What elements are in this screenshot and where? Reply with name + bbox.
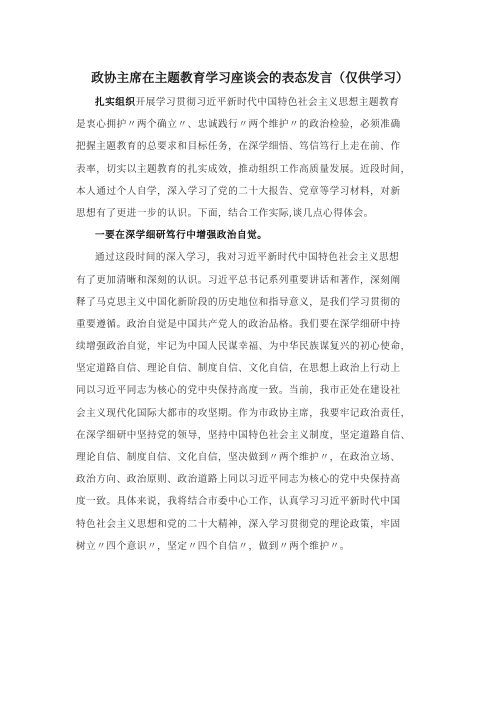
section1-line-5: 续增强政治自觉，牢记为中国人民谋幸福、为中华民族谋复兴的初心使命， bbox=[76, 341, 411, 353]
intro-line-1 bbox=[76, 92, 438, 114]
section1-line-12: 度一致。具体来说，我将结合市委中心工作，认真学习习近平新时代中国 bbox=[76, 496, 401, 508]
section1-line-11: 政治方向、政治原则、政治道路上同以习近平同志为核心的党中央保持高 bbox=[76, 474, 401, 486]
section1-line-2: 有了更加清晰和深刻的认识。习近平总书记系列重要讲话和著作，深刻阐 bbox=[76, 274, 401, 286]
document-title: 政协主席在主题教育学习座谈会的表态发言（仅供学习） bbox=[91, 70, 409, 85]
section1-line-1: 通过这段时间的深入学习，我对习近平新时代中国特色社会主义思想 bbox=[95, 252, 400, 264]
section1-line-6: 坚定道路自信、理论自信、制度自信、文化自信，在思想上政治上行动上 bbox=[76, 363, 401, 375]
intro-line-3: 把握主题教育的总要求和目标任务，在深学细悟、笃信笃行上走在前、作 bbox=[76, 141, 401, 153]
intro-line-1-text: 开展学习贯彻习近平新时代中国特色社会主义思想主题教育 bbox=[135, 97, 400, 108]
intro-line-4: 表率，切实以主题教育的扎实成效，推动组织工作高质量发展。近段时间， bbox=[76, 163, 411, 175]
section1-line-3: 释了马克思主义中国化新阶段的历史地位和指导意义，是我们学习贯彻的 bbox=[76, 296, 401, 308]
intro-lead-bold: 扎实组织 bbox=[95, 97, 136, 108]
section1-line-13: 特色社会主义思想和党的二十大精神，深入学习贯彻党的理论政策，牢固 bbox=[76, 518, 401, 530]
section1-line-9: 在深学细研中坚持党的领导，坚持中国特色社会主义制度，坚定道路自信、 bbox=[76, 429, 411, 441]
intro-line-2: 是衷心拥护〃两个确立〃、忠诚践行〃两个维护〃的政治检验，必须准确 bbox=[76, 119, 401, 131]
section1-line-14: 树立〃四个意识〃，坚定〃四个自信〃，做到〃两个维护〃。 bbox=[76, 540, 350, 552]
section1-line-4: 重要遵循。政治自觉是中国共产党人的政治品格。我们要在深学细研中持 bbox=[76, 318, 401, 330]
document-body bbox=[76, 92, 438, 558]
section1-heading: 一要在深学细研笃行中增强政治自觉。 bbox=[95, 230, 268, 242]
intro-line-5: 本人通过个人自学，深入学习了党的二十大报告、党章等学习材料，对新 bbox=[76, 185, 401, 197]
section1-line-10: 理论自信、制度自信、文化自信，坚决做到〃两个维护〃，在政治立场、 bbox=[76, 452, 401, 463]
section1-line-8: 会主义现代化国际大都市的攻坚期。作为市政协主席，我要牢记政治责任， bbox=[76, 407, 411, 419]
section1-line-7: 同以习近平同志为核心的党中央保持高度一致。当前，我市正处在建设社 bbox=[76, 385, 401, 397]
intro-line-6: 思想有了更进一步的认识。下面，结合工作实际,谈几点心得体会。 bbox=[76, 207, 374, 219]
